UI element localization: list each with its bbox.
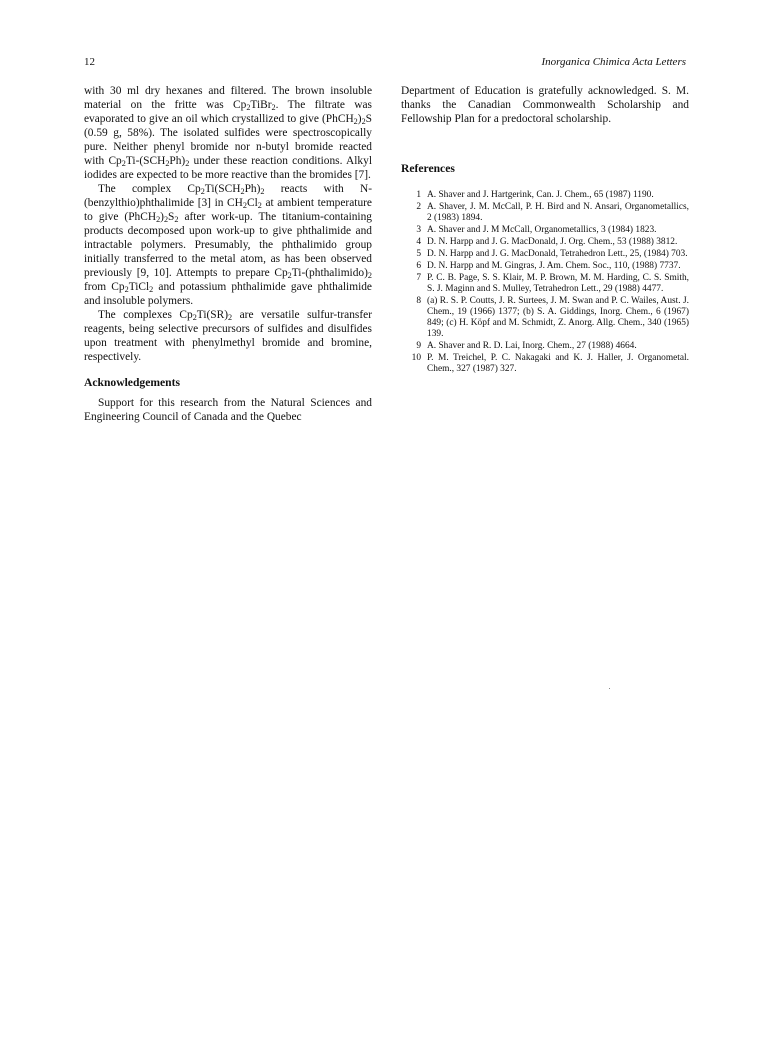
acknowledgements-continued: Department of Education is gratefully acknowledged. S. M. thanks the Canadian Commonwealth Scholarship and Fellowship Plan for a predoctoral scholarship.: [401, 85, 689, 125]
references-heading: References: [401, 162, 455, 175]
acknowledgements-text: Support for this research from the Natural Sciences and Engineering Council of Canada and the Quebec: [84, 397, 372, 423]
left-column: [84, 84, 372, 424]
reference-text: D. N. Harpp and J. G. MacDonald, J. Org. Chem., 53 (1988) 3812.: [427, 237, 678, 247]
acknowledgements-heading: Acknowledgements: [84, 376, 180, 389]
reference-number: 9: [416, 341, 421, 351]
reference-item: [401, 273, 689, 295]
reference-text: (a) R. S. P. Coutts, J. R. Surtees, J. M. Swan and P. C. Wailes, Aust. J. Chem., 19 (1966) 1377; (b) S. A. Giddings, Inorg. Chem., 6 (1967) 849; (c) H. Köpf and M. Schmidt, Z. Anorg. Allg. Chem., 340 (1965) 139.: [427, 296, 689, 339]
reference-text: A. Shaver and J. M McCall, Organometallics, 3 (1984) 1823.: [427, 225, 657, 235]
reference-text: A. Shaver, J. M. McCall, P. H. Bird and N. Ansari, Organometallics, 2 (1983) 1894.: [427, 202, 689, 223]
reference-item: [401, 249, 689, 260]
reference-text: P. C. B. Page, S. S. Klair, M. P. Brown, M. M. Harding, C. S. Smith, S. J. Maginn and S. Mulley, Tetrahedron Lett., 29 (1988) 4477.: [427, 273, 689, 294]
scan-speck: [609, 688, 610, 689]
reference-item: [401, 353, 689, 375]
reference-item: [401, 261, 689, 272]
reference-number: 4: [416, 237, 421, 247]
paragraph-experimental: with 30 ml dry hexanes and filtered. The brown insoluble material on the fritte was $Cp_2TiBr_2$. The filtrate was evaporated to give an oil which crystallized to give $(PhCH_2)_2S$ (0.59 g, 58%). The isolated sulfides were spectroscopically pure. Neither phenyl bromide nor n-butyl bromide reacted with $Cp_2Ti-(SCH_2Ph)_2$ under these reaction conditions. Alkyl iodides are expected to be more reactive than the bromides [7].: [84, 85, 372, 181]
reference-item: [401, 225, 689, 236]
reference-number: 5: [416, 249, 421, 259]
reference-item: [401, 202, 689, 224]
reference-number: 6: [416, 261, 421, 271]
page-number: 12: [84, 56, 95, 68]
right-column: [401, 84, 689, 376]
reference-number: 2: [416, 202, 421, 212]
reference-number: 3: [416, 225, 421, 235]
reference-text: A. Shaver and J. Hartgerink, Can. J. Chem., 65 (1987) 1190.: [427, 190, 654, 200]
paragraph-phthalimide: The complex $Cp_2Ti(SCH_2Ph)_2$ reacts with N-(benzylthio)phthalimide [3] in $CH_2Cl_2$ at ambient temperature to give $(PhCH_2)_2S_2$ after work-up. The titanium-containing products decomposed upon work-up to give phthalimide and intractable polymers. Presumably, the phthalimido group initially transferred to the metal atom, as has been observed previously [9, 10]. Attempts to prepare $Cp_2Ti-(phthalimido)_2$ from $Cp_2TiCl_2$ and potassium phthalimide gave phthalimide and insoluble polymers.: [84, 183, 372, 307]
reference-number: 8: [416, 296, 421, 306]
reference-text: P. M. Treichel, P. C. Nakagaki and K. J. Haller, J. Organometal. Chem., 327 (1987) 327.: [427, 353, 689, 374]
journal-running-title: Inorganica Chimica Acta Letters: [541, 56, 686, 68]
reference-item: [401, 190, 689, 201]
reference-number: 7: [416, 273, 421, 283]
reference-item: [401, 296, 689, 340]
reference-text: D. N. Harpp and J. G. MacDonald, Tetrahedron Lett., 25, (1984) 703.: [427, 249, 688, 259]
reference-text: D. N. Harpp and M. Gingras, J. Am. Chem. Soc., 110, (1988) 7737.: [427, 261, 681, 271]
reference-item: [401, 237, 689, 248]
reference-item: [401, 341, 689, 352]
reference-number: 10: [411, 353, 421, 363]
paragraph-conclusion: The complexes $Cp_2Ti(SR)_2$ are versatile sulfur-transfer reagents, being selective precursors of sulfides and disulfides upon treatment with phenylmethyl bromide and bromine, respectively.: [84, 309, 372, 363]
reference-text: A. Shaver and R. D. Lai, Inorg. Chem., 27 (1988) 4664.: [427, 341, 637, 351]
reference-number: 1: [416, 190, 421, 200]
reference-list: [401, 190, 689, 375]
